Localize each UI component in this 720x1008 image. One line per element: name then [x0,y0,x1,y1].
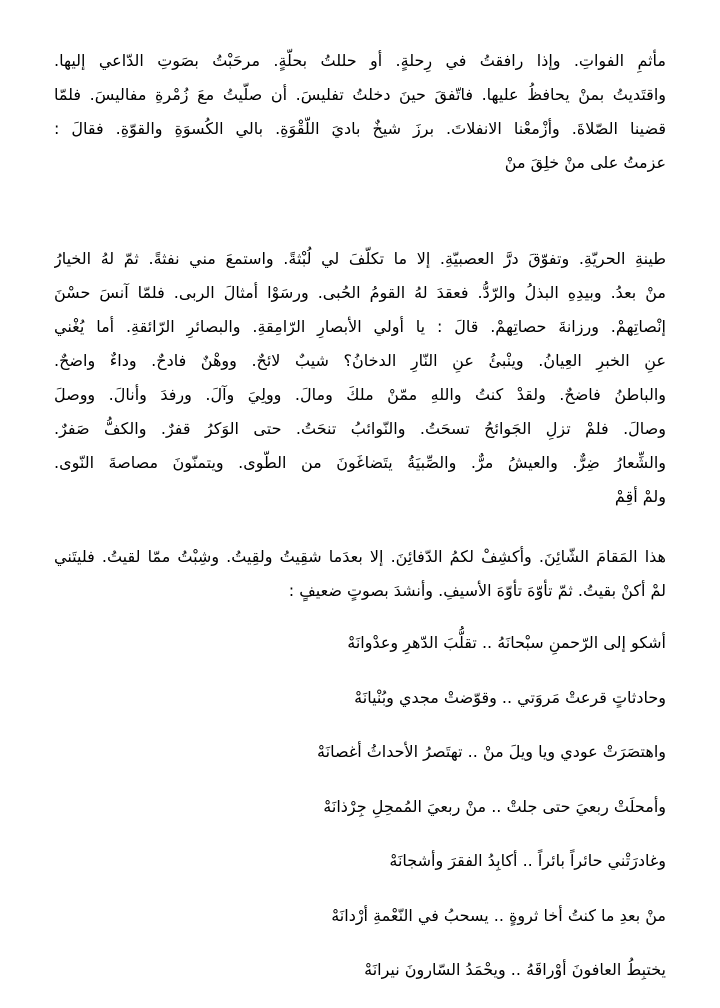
text-line: والباطنُ فاضحٌ. ولقدْ كنتُ واللهِ ممّنْ ملكَ ومالَ. وولِيَ وآلَ. ورفدَ وأنالَ. ووصلَ [54,385,666,404]
prose-paragraph-1 [54,44,666,180]
text-line: وصالَ. فلمْ تزلِ الجَوائحُ تسحَتُ. والنّوائبُ تنحَتُ. حتى الوَكرُ قفرٌ. والكفُّ صَفرٌ. [54,419,666,438]
verse-line: وأمحلَتْ ربعيَ حتى جلتْ .. منْ ربعيَ المُمحِلِ جِرْذانَهْ [323,796,666,816]
verse-line: أشكو إلى الرّحمنِ سبْحانَهُ .. تقلُّبَ الدّهرِ وعدْوانَهْ [347,633,666,652]
text-line: لمْ أكنْ بقيتُ. ثمّ تأوّهَ تأوّهَ الأسيفِ. وأنشدَ بصوتٍ ضعيفٍ : [288,581,666,600]
verse-line: منْ بعدِ ما كنتُ أخا ثروةٍ .. يسحبُ في النّعْمةِ أرْدانَهْ [331,905,666,925]
verse-line: يختبِطُ العافونَ أوْراقَهُ .. ويحْمَدُ السّارونَ نيرانَهْ [364,960,666,979]
text-line: والشِّعارُ ضِرٌّ. والعيشُ مرٌّ. والصِّبيَةُ يتَضاغَونَ من الطّوى. ويتمنّونَ مصاصةَ النّوى. [54,453,666,472]
text-line: إنْصاتِهمْ. ورزانةَ حصاتِهمْ. قالَ : يا أولي الأبصارِ الرّامِقةِ. والبصائرِ الرّائقةِ. أما يُغْني [54,317,666,336]
text-line: ولمْ أقِمْ [614,487,666,506]
prose-paragraph-2 [54,242,666,514]
text-line: هذا المَقامَ الشّائِنَ. وأكشِفْ لكمُ الدّفائِنَ. إلا بعدَما شقِيتُ ولقِيتُ. وشِبْتُ ممّا لقيتُ. فليتَني [54,547,666,566]
text-line: واقتَديتُ بمنْ يحافظُ عليها. فاتّفقَ حينَ دخلتُ تفليسَ. أن صلّيتُ معَ زُمْرةِ مفاليسَ. فلمّا [54,85,666,104]
verse-line: وحادثاتٍ قرعتْ مَروَتي .. وقوّضتْ مجدي وبُنْيانَهْ [354,687,666,707]
text-line: منْ بعدُ. وبيدِهِ البذلُ والرّدُّ. فعقدَ لهُ القومُ الحُبى. ورسَوْا أمثالَ الربى. فلمّا آنسَ حسْنَ [54,283,666,302]
text-line: مأثمِ الفواتِ. وإذا رافقتُ في رِحلةٍ. أو حللتُ بحلّةٍ. مرحَبْتُ بصَوتِ الدّاعي إليها. [54,51,666,70]
text-line: عزمتُ على منْ خلِقَ منْ [504,153,666,172]
text-line: قضينا الصّلاةَ. وأزْمعْنا الانفلاتَ. برزَ شيخٌ باديَ اللّقْوَةِ. بالي الكُسوَةِ والقوّةِ. فقالَ : [54,119,666,138]
text-line: عنِ الخبرِ العِيانُ. وينْبئُ عنِ النّارِ الدخانُ؟ شيبٌ لائحٌ. ووهْنٌ فادحٌ. وداءٌ واضحٌ. [54,351,666,370]
verse-line: واهتصَرَتْ عودي ويا ويلَ منْ .. تهتَصرُ الأحداثُ أغصانَهْ [317,742,666,761]
verse-line: وغادرَتْني حائراً بائراً .. أكابِدُ الفقرَ وأشجانَهْ [389,851,666,870]
poem-verses [54,626,666,1008]
prose-paragraph-3 [54,540,666,608]
text-line: طينةِ الحريّةِ. وتفوّقَ درَّ العصبيّةِ. إلا ما تكلّفَ لي لُبْثةً. واستمعَ مني نفثةً. ثمّ لهُ الخيارُ [54,249,666,268]
